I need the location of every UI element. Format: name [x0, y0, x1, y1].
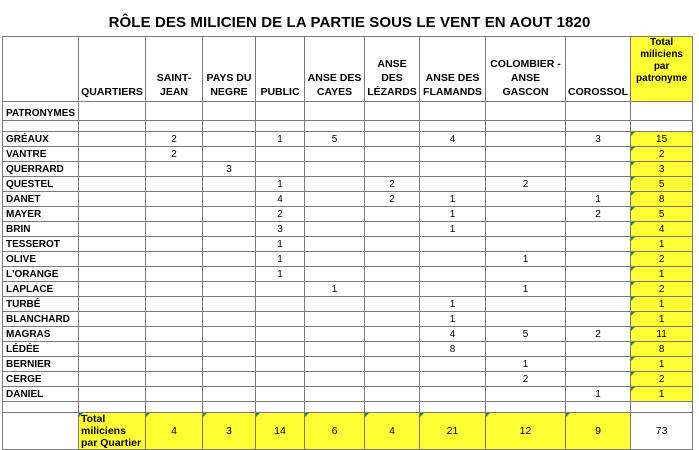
quartiers-cell[interactable] [79, 357, 146, 372]
table-body [3, 37, 693, 450]
quartiers-cell[interactable] [79, 387, 146, 402]
surname-cell[interactable]: BRIN [3, 222, 79, 237]
count-cell-colombier-anse-gascon[interactable] [486, 132, 566, 147]
count-cell-anse-des-flamands[interactable] [420, 252, 486, 267]
total-per-quartier-public[interactable]: 14 [256, 413, 305, 450]
count-cell-corossol[interactable] [566, 342, 631, 357]
count-cell-saint-jean[interactable] [146, 297, 203, 312]
table-row [3, 282, 693, 297]
count-cell-public[interactable] [256, 342, 305, 357]
count-cell-pays-du-negre[interactable] [203, 192, 256, 207]
count-cell-colombier-anse-gascon[interactable] [486, 312, 566, 327]
cell[interactable] [365, 102, 420, 121]
count-cell-saint-jean[interactable] [146, 327, 203, 342]
count-cell-saint-jean[interactable] [146, 312, 203, 327]
quartiers-cell[interactable] [79, 207, 146, 222]
table-row [3, 237, 693, 252]
document-title: RÔLE DES MILICIEN DE LA PARTIE SOUS LE VENT EN AOUT 1820 [108, 14, 591, 31]
count-cell-corossol[interactable] [566, 162, 631, 177]
quartiers-cell[interactable] [79, 222, 146, 237]
count-cell-public[interactable]: 3 [256, 222, 305, 237]
count-cell-anse-des-flamands[interactable]: 1 [420, 192, 486, 207]
total-per-surname-cell[interactable]: 2 [631, 147, 693, 162]
count-cell-colombier-anse-gascon[interactable]: 1 [486, 282, 566, 297]
table-row [3, 342, 693, 357]
quartiers-cell[interactable] [79, 342, 146, 357]
surname-cell[interactable]: DANET [3, 192, 79, 207]
count-cell-anse-des-cayes[interactable] [305, 177, 365, 192]
count-cell-anse-des-flamands[interactable] [420, 372, 486, 387]
count-cell-public[interactable]: 1 [256, 252, 305, 267]
table-row [3, 297, 693, 312]
count-cell-corossol[interactable] [566, 297, 631, 312]
quartiers-cell[interactable] [79, 297, 146, 312]
count-cell-anse-des-cayes[interactable] [305, 297, 365, 312]
count-cell-saint-jean[interactable]: 2 [146, 147, 203, 162]
cell[interactable] [203, 402, 256, 413]
surname-cell[interactable]: TESSEROT [3, 237, 79, 252]
count-cell-corossol[interactable] [566, 357, 631, 372]
count-cell-anse-des-lezards[interactable] [365, 327, 420, 342]
header-pays-du-negre[interactable]: PAYS DU NEGRE [203, 37, 256, 102]
count-cell-saint-jean[interactable]: 2 [146, 132, 203, 147]
table-row [3, 357, 693, 372]
count-cell-pays-du-negre[interactable] [203, 282, 256, 297]
count-cell-anse-des-cayes[interactable] [305, 372, 365, 387]
total-per-surname-cell[interactable]: 5 [631, 207, 693, 222]
header-anse-des-cayes[interactable]: ANSE DES CAYES [305, 37, 365, 102]
quartiers-cell[interactable] [79, 132, 146, 147]
count-cell-pays-du-negre[interactable] [203, 267, 256, 282]
total-per-surname-cell[interactable]: 8 [631, 342, 693, 357]
count-cell-pays-du-negre[interactable] [203, 147, 256, 162]
total-per-surname-cell[interactable]: 4 [631, 222, 693, 237]
count-cell-pays-du-negre[interactable] [203, 372, 256, 387]
count-cell-anse-des-lezards[interactable] [365, 282, 420, 297]
table-row [3, 312, 693, 327]
count-cell-anse-des-cayes[interactable] [305, 237, 365, 252]
count-cell-pays-du-negre[interactable]: 3 [203, 162, 256, 177]
count-cell-anse-des-cayes[interactable] [305, 222, 365, 237]
total-per-surname-cell[interactable]: 1 [631, 357, 693, 372]
header-saint-jean[interactable]: SAINT-JEAN [146, 37, 203, 102]
count-cell-colombier-anse-gascon[interactable] [486, 387, 566, 402]
surname-cell[interactable]: OLIVE [3, 252, 79, 267]
count-cell-anse-des-cayes[interactable] [305, 252, 365, 267]
count-cell-anse-des-cayes[interactable] [305, 267, 365, 282]
count-cell-anse-des-lezards[interactable] [365, 252, 420, 267]
quartiers-cell[interactable] [79, 327, 146, 342]
cell[interactable] [305, 402, 365, 413]
count-cell-corossol[interactable] [566, 147, 631, 162]
count-cell-anse-des-cayes[interactable] [305, 342, 365, 357]
count-cell-anse-des-lezards[interactable] [365, 132, 420, 147]
count-cell-pays-du-negre[interactable] [203, 252, 256, 267]
count-cell-anse-des-cayes[interactable] [305, 387, 365, 402]
count-cell-public[interactable]: 1 [256, 237, 305, 252]
count-cell-anse-des-lezards[interactable] [365, 162, 420, 177]
total-per-surname-cell[interactable]: 1 [631, 237, 693, 252]
count-cell-anse-des-cayes[interactable] [305, 327, 365, 342]
count-cell-saint-jean[interactable] [146, 357, 203, 372]
count-cell-anse-des-cayes[interactable] [305, 207, 365, 222]
surname-cell[interactable]: MAGRAS [3, 327, 79, 342]
count-cell-pays-du-negre[interactable] [203, 357, 256, 372]
count-cell-saint-jean[interactable] [146, 177, 203, 192]
count-cell-anse-des-lezards[interactable] [365, 222, 420, 237]
count-cell-anse-des-flamands[interactable] [420, 357, 486, 372]
count-cell-colombier-anse-gascon[interactable]: 1 [486, 252, 566, 267]
count-cell-anse-des-flamands[interactable]: 1 [420, 222, 486, 237]
surname-cell[interactable]: CERGE [3, 372, 79, 387]
table-row [3, 252, 693, 267]
count-cell-corossol[interactable]: 2 [566, 327, 631, 342]
total-per-surname-cell[interactable]: 2 [631, 252, 693, 267]
count-cell-anse-des-cayes[interactable]: 1 [305, 282, 365, 297]
count-cell-corossol[interactable] [566, 237, 631, 252]
surname-cell[interactable]: QUESTEL [3, 177, 79, 192]
total-per-quartier-anse-des-cayes[interactable]: 6 [305, 413, 365, 450]
count-cell-anse-des-flamands[interactable]: 4 [420, 132, 486, 147]
cell[interactable] [631, 102, 693, 121]
count-cell-corossol[interactable] [566, 252, 631, 267]
table-row [3, 222, 693, 237]
total-per-quartier-colombier-anse-gascon[interactable]: 12 [486, 413, 566, 450]
cell[interactable] [365, 402, 420, 413]
quartiers-cell[interactable] [79, 177, 146, 192]
total-per-surname-cell[interactable]: 1 [631, 267, 693, 282]
count-cell-pays-du-negre[interactable] [203, 222, 256, 237]
count-cell-corossol[interactable]: 2 [566, 207, 631, 222]
section-row [3, 102, 693, 121]
quartiers-cell[interactable] [79, 267, 146, 282]
header-anse-des-lezards[interactable]: ANSE DES LÉZARDS [365, 37, 420, 102]
total-per-surname-cell[interactable]: 8 [631, 192, 693, 207]
count-cell-anse-des-flamands[interactable] [420, 237, 486, 252]
count-cell-pays-du-negre[interactable] [203, 342, 256, 357]
spacer-row [3, 121, 693, 132]
count-cell-anse-des-flamands[interactable]: 8 [420, 342, 486, 357]
surname-cell[interactable]: QUERRARD [3, 162, 79, 177]
total-per-surname-cell[interactable]: 5 [631, 177, 693, 192]
count-cell-colombier-anse-gascon[interactable] [486, 222, 566, 237]
count-cell-colombier-anse-gascon[interactable] [486, 192, 566, 207]
count-cell-colombier-anse-gascon[interactable]: 2 [486, 372, 566, 387]
count-cell-pays-du-negre[interactable] [203, 132, 256, 147]
cell[interactable] [420, 402, 486, 413]
count-cell-saint-jean[interactable] [146, 192, 203, 207]
count-cell-public[interactable] [256, 147, 305, 162]
table-row [3, 162, 693, 177]
count-cell-corossol[interactable] [566, 222, 631, 237]
count-cell-corossol[interactable]: 3 [566, 132, 631, 147]
count-cell-public[interactable]: 4 [256, 192, 305, 207]
header-blank-cell[interactable] [3, 37, 79, 102]
count-cell-colombier-anse-gascon[interactable] [486, 237, 566, 252]
surname-cell[interactable]: BLANCHARD [3, 312, 79, 327]
count-cell-anse-des-flamands[interactable]: 1 [420, 312, 486, 327]
count-cell-public[interactable] [256, 327, 305, 342]
count-cell-public[interactable] [256, 312, 305, 327]
count-cell-public[interactable] [256, 297, 305, 312]
quartiers-cell[interactable] [79, 312, 146, 327]
quartiers-cell[interactable] [79, 252, 146, 267]
quartiers-cell[interactable] [79, 162, 146, 177]
cell[interactable] [79, 102, 146, 121]
count-cell-anse-des-flamands[interactable] [420, 162, 486, 177]
cell[interactable] [3, 121, 79, 132]
total-per-surname-cell[interactable]: 2 [631, 282, 693, 297]
surname-cell[interactable]: LAPLACE [3, 282, 79, 297]
total-per-surname-cell[interactable]: 11 [631, 327, 693, 342]
count-cell-pays-du-negre[interactable] [203, 312, 256, 327]
count-cell-colombier-anse-gascon[interactable] [486, 207, 566, 222]
count-cell-anse-des-lezards[interactable]: 2 [365, 177, 420, 192]
total-per-surname-cell[interactable]: 3 [631, 162, 693, 177]
count-cell-anse-des-lezards[interactable] [365, 312, 420, 327]
count-cell-colombier-anse-gascon[interactable]: 2 [486, 177, 566, 192]
count-cell-saint-jean[interactable] [146, 342, 203, 357]
count-cell-public[interactable] [256, 162, 305, 177]
count-cell-anse-des-flamands[interactable] [420, 267, 486, 282]
count-cell-anse-des-lezards[interactable] [365, 342, 420, 357]
count-cell-public[interactable]: 1 [256, 267, 305, 282]
quartiers-cell[interactable] [79, 192, 146, 207]
cell[interactable] [146, 402, 203, 413]
count-cell-colombier-anse-gascon[interactable] [486, 297, 566, 312]
count-cell-anse-des-cayes[interactable] [305, 312, 365, 327]
count-cell-anse-des-flamands[interactable] [420, 282, 486, 297]
count-cell-anse-des-flamands[interactable] [420, 387, 486, 402]
cell[interactable] [305, 121, 365, 132]
cell[interactable] [486, 402, 566, 413]
count-cell-anse-des-flamands[interactable]: 1 [420, 297, 486, 312]
cell[interactable] [146, 102, 203, 121]
total-per-quartier-saint-jean[interactable]: 4 [146, 413, 203, 450]
count-cell-pays-du-negre[interactable] [203, 387, 256, 402]
quartiers-cell[interactable] [79, 147, 146, 162]
total-per-quartier-pays-du-negre[interactable]: 3 [203, 413, 256, 450]
count-cell-anse-des-lezards[interactable] [365, 372, 420, 387]
count-cell-anse-des-cayes[interactable] [305, 357, 365, 372]
count-cell-anse-des-lezards[interactable] [365, 297, 420, 312]
table-row [3, 177, 693, 192]
cell[interactable] [566, 102, 631, 121]
count-cell-pays-du-negre[interactable] [203, 177, 256, 192]
cell[interactable] [486, 121, 566, 132]
count-cell-pays-du-negre[interactable] [203, 207, 256, 222]
count-cell-anse-des-flamands[interactable] [420, 147, 486, 162]
table-row [3, 327, 693, 342]
surname-cell[interactable]: MAYER [3, 207, 79, 222]
surname-cell[interactable]: BERNIER [3, 357, 79, 372]
count-cell-pays-du-negre[interactable] [203, 297, 256, 312]
count-cell-anse-des-flamands[interactable]: 1 [420, 207, 486, 222]
total-per-surname-cell[interactable]: 1 [631, 387, 693, 402]
count-cell-colombier-anse-gascon[interactable] [486, 267, 566, 282]
count-cell-anse-des-cayes[interactable] [305, 192, 365, 207]
total-per-surname-cell[interactable]: 15 [631, 132, 693, 147]
total-per-surname-cell[interactable]: 2 [631, 372, 693, 387]
cell[interactable] [420, 121, 486, 132]
totals-row [3, 413, 693, 450]
count-cell-colombier-anse-gascon[interactable]: 5 [486, 327, 566, 342]
header-corossol[interactable]: COROSSOL [566, 37, 631, 102]
count-cell-colombier-anse-gascon[interactable] [486, 342, 566, 357]
table-row [3, 132, 693, 147]
surname-cell[interactable]: DANIEL [3, 387, 79, 402]
count-cell-anse-des-cayes[interactable] [305, 162, 365, 177]
cell[interactable] [3, 413, 79, 450]
total-per-surname-cell[interactable]: 1 [631, 312, 693, 327]
cell[interactable] [79, 121, 146, 132]
count-cell-saint-jean[interactable] [146, 237, 203, 252]
count-cell-public[interactable] [256, 282, 305, 297]
header-row [3, 37, 693, 102]
surname-cell[interactable]: L'ORANGE [3, 267, 79, 282]
count-cell-corossol[interactable]: 1 [566, 387, 631, 402]
count-cell-anse-des-lezards[interactable] [365, 147, 420, 162]
count-cell-corossol[interactable] [566, 267, 631, 282]
count-cell-anse-des-flamands[interactable] [420, 177, 486, 192]
table-row [3, 147, 693, 162]
count-cell-saint-jean[interactable] [146, 267, 203, 282]
count-cell-corossol[interactable] [566, 282, 631, 297]
cell[interactable] [566, 121, 631, 132]
surname-cell[interactable]: LÉDÉE [3, 342, 79, 357]
count-cell-anse-des-flamands[interactable]: 4 [420, 327, 486, 342]
quartiers-cell[interactable] [79, 282, 146, 297]
cell[interactable] [79, 402, 146, 413]
total-per-quartier-anse-des-flamands[interactable]: 21 [420, 413, 486, 450]
cell[interactable] [420, 102, 486, 121]
count-cell-public[interactable]: 2 [256, 207, 305, 222]
count-cell-saint-jean[interactable] [146, 207, 203, 222]
table-row [3, 207, 693, 222]
count-cell-anse-des-lezards[interactable] [365, 357, 420, 372]
header-colombier-anse-gascon[interactable]: COLOMBIER - ANSE GASCON [486, 37, 566, 102]
count-cell-public[interactable] [256, 387, 305, 402]
count-cell-public[interactable] [256, 372, 305, 387]
count-cell-anse-des-cayes[interactable]: 5 [305, 132, 365, 147]
count-cell-anse-des-lezards[interactable] [365, 267, 420, 282]
header-total[interactable]: Total miliciens par patronyme [631, 37, 693, 102]
count-cell-anse-des-lezards[interactable] [365, 237, 420, 252]
count-cell-public[interactable] [256, 357, 305, 372]
count-cell-public[interactable]: 1 [256, 177, 305, 192]
count-cell-saint-jean[interactable] [146, 252, 203, 267]
quartiers-cell[interactable] [79, 372, 146, 387]
count-cell-corossol[interactable] [566, 312, 631, 327]
count-cell-anse-des-lezards[interactable] [365, 207, 420, 222]
grand-total-cell[interactable]: 73 [631, 413, 693, 450]
count-cell-pays-du-negre[interactable] [203, 327, 256, 342]
cell[interactable] [203, 121, 256, 132]
count-cell-colombier-anse-gascon[interactable] [486, 162, 566, 177]
totals-label[interactable]: Total miliciens par Quartier [79, 413, 146, 450]
count-cell-anse-des-cayes[interactable] [305, 147, 365, 162]
table-row [3, 192, 693, 207]
count-cell-colombier-anse-gascon[interactable] [486, 147, 566, 162]
cell[interactable] [631, 121, 693, 132]
count-cell-public[interactable]: 1 [256, 132, 305, 147]
cell[interactable] [256, 402, 305, 413]
table-row [3, 267, 693, 282]
total-per-quartier-anse-des-lezards[interactable]: 4 [365, 413, 420, 450]
surname-cell[interactable]: VANTRE [3, 147, 79, 162]
cell[interactable] [256, 102, 305, 121]
table-row [3, 372, 693, 387]
header-public[interactable]: PUBLIC [256, 37, 305, 102]
count-cell-saint-jean[interactable] [146, 282, 203, 297]
total-per-quartier-corossol[interactable]: 9 [566, 413, 631, 450]
cell[interactable] [146, 121, 203, 132]
header-quartiers[interactable]: QUARTIERS [79, 37, 146, 102]
count-cell-pays-du-negre[interactable] [203, 237, 256, 252]
count-cell-corossol[interactable]: 1 [566, 192, 631, 207]
surname-cell[interactable]: TURBÉ [3, 297, 79, 312]
section-label-patronymes[interactable]: PATRONYMES [3, 102, 79, 121]
cell[interactable] [203, 102, 256, 121]
cell[interactable] [365, 121, 420, 132]
surname-cell[interactable]: GRÉAUX [3, 132, 79, 147]
count-cell-colombier-anse-gascon[interactable]: 1 [486, 357, 566, 372]
cell[interactable] [631, 402, 693, 413]
count-cell-anse-des-lezards[interactable]: 2 [365, 192, 420, 207]
cell[interactable] [305, 102, 365, 121]
count-cell-corossol[interactable] [566, 177, 631, 192]
militia-roll-table [2, 36, 693, 450]
total-per-surname-cell[interactable]: 1 [631, 297, 693, 312]
table-row [3, 387, 693, 402]
count-cell-saint-jean[interactable] [146, 222, 203, 237]
cell[interactable] [486, 102, 566, 121]
spacer-row [3, 402, 693, 413]
cell[interactable] [566, 402, 631, 413]
count-cell-anse-des-lezards[interactable] [365, 387, 420, 402]
count-cell-corossol[interactable] [566, 372, 631, 387]
quartiers-cell[interactable] [79, 237, 146, 252]
count-cell-saint-jean[interactable] [146, 372, 203, 387]
count-cell-saint-jean[interactable] [146, 387, 203, 402]
cell[interactable] [256, 121, 305, 132]
cell[interactable] [3, 402, 79, 413]
header-anse-des-flamands[interactable]: ANSE DES FLAMANDS [420, 37, 486, 102]
count-cell-saint-jean[interactable] [146, 162, 203, 177]
